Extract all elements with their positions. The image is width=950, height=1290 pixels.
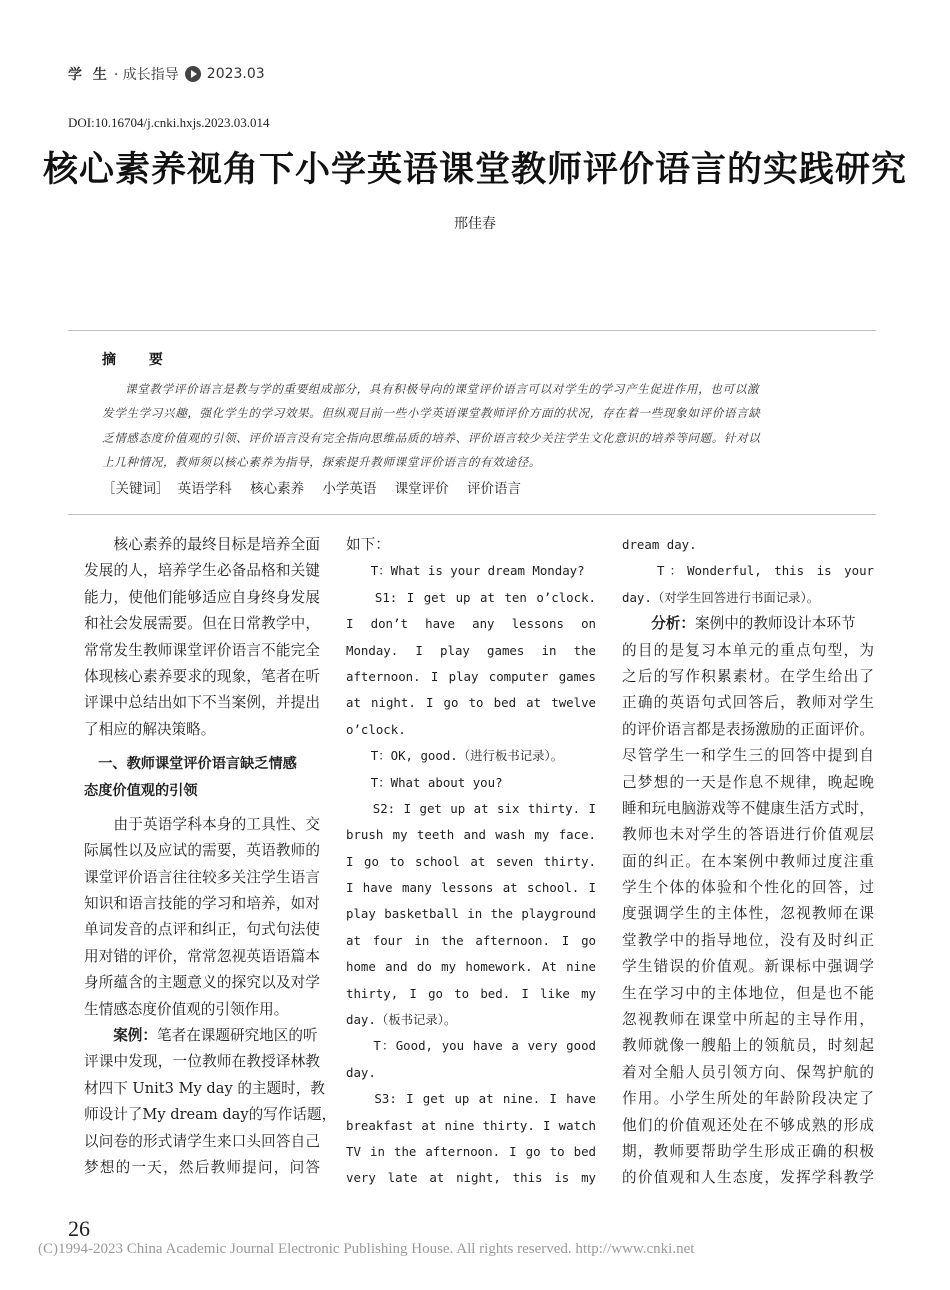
- text-line: 期，教师要帮助学生形成正确的积极: [622, 1142, 874, 1160]
- dialogue-line: day.（板书记录）。: [346, 1012, 457, 1028]
- dialogue-line: home and do my homework. At nine: [346, 959, 596, 975]
- keyword: 课堂评价: [394, 481, 449, 497]
- text-line: 和社会发展需要。但在日常教学中，: [84, 615, 320, 633]
- text-line: 他们的价值观还处在不够成熟的形成: [622, 1116, 874, 1134]
- column-2: [346, 532, 596, 1192]
- doi: DOI:10.16704/j.cnki.hxjs.2023.03.014: [68, 115, 270, 130]
- journal-issue: 2023.03: [206, 66, 265, 82]
- abstract-line: 课堂教学评价语言是教与学的重要组成部分，具有积极导向的课堂评价语言可以对学生的学习产生促进作用，也可以激: [125, 382, 760, 396]
- text-line: 学生个体的体验和个性化的回答，过: [622, 879, 874, 897]
- dialogue-line: S2: I get up at six thirty. I: [346, 800, 596, 816]
- abstract-heading: 摘 要: [102, 352, 177, 368]
- text-line: 着对全船人员引领方向、保驾护航的: [622, 1063, 874, 1081]
- keyword: 评价语言: [466, 481, 521, 497]
- text-line: 的价值观和人生态度，发挥学科教学: [622, 1169, 874, 1187]
- keyword: 英语学科: [177, 481, 232, 497]
- text-line: 师设计了My dream day的写作话题，: [84, 1106, 337, 1124]
- text-line: 体现核心素养要求的现象，笔者在听: [84, 667, 320, 685]
- column-3: [622, 532, 874, 1192]
- text-line: 如下：: [346, 536, 390, 553]
- text-line: 知识和语言技能的学习和培养，如对: [84, 895, 320, 913]
- text-line: 身所蕴含的主题意义的探究以及对学: [84, 974, 320, 992]
- text-line: 由于英语学科本身的工具性、交: [84, 815, 320, 833]
- top-divider: [68, 330, 876, 331]
- journal-section: · 成长指导: [113, 67, 179, 83]
- analysis-label: 分析：: [651, 615, 695, 633]
- text-line: 常常发生教师课堂评价语言不能完全: [84, 641, 320, 659]
- text-line: 评课中发现，一位教师在教授译林教: [84, 1053, 320, 1071]
- case-label: 案例：: [113, 1027, 157, 1045]
- dialogue-line: dream day.: [622, 537, 697, 552]
- abstract-divider: [68, 514, 876, 515]
- text-line: 以问卷的形式请学生来口头回答自己: [84, 1132, 320, 1150]
- play-triangle-icon: [185, 66, 201, 82]
- dialogue-line: I go to school at seven thirty.: [346, 853, 596, 869]
- keyword: 核心素养: [250, 481, 305, 497]
- dialogue-line: o’clock.: [346, 721, 406, 737]
- dialogue-line: Monday. I play games in the: [346, 642, 596, 658]
- dialogue-line: S1: I get up at ten o’clock.: [346, 589, 596, 605]
- journal-header: [68, 64, 265, 84]
- keyword: 小学英语: [322, 481, 377, 497]
- dialogue-line: T：OK, good.（进行板书记录）。: [346, 748, 564, 764]
- text-line: 尽管学生一和学生三的回答中提到自: [622, 747, 874, 765]
- dialogue-line: TV in the afternoon. I go to bed: [346, 1143, 596, 1159]
- abstract-body: [102, 377, 850, 475]
- section-heading: 态度价值观的引领: [84, 782, 198, 799]
- text-line: 度强调学生的主体性，忽视教师在课: [622, 905, 874, 923]
- text-line: 堂教学中的指导地位，没有及时纠正: [622, 931, 874, 949]
- text-line: 作用。小学生所处的年龄阶段决定了: [622, 1090, 874, 1108]
- dialogue-line: thirty, I go to bed. I like my: [346, 985, 596, 1001]
- text-line: 际属性以及应试的需要，英语教师的: [84, 842, 320, 860]
- text-line: 能力，使他们能够适应自身终身发展: [84, 588, 320, 606]
- text-line: 的评价语言都是表扬激励的正面评价。: [622, 720, 874, 738]
- keywords: [102, 477, 535, 497]
- article-author: 邢佳春: [454, 216, 496, 232]
- text-line: 睡和玩电脑游戏等不健康生活方式时，: [622, 799, 874, 817]
- text-line: 课堂评价语言往往较多关注学生语言: [84, 868, 320, 886]
- dialogue-line: at night. I go to bed at twelve: [346, 695, 596, 711]
- case-text: 笔者在课题研究地区的听: [157, 1027, 318, 1045]
- text-line: 生情感态度价值观的引领作用。: [84, 1000, 289, 1018]
- text-line: 的目的是复习本单元的重点句型，为: [622, 641, 874, 659]
- dialogue-line: T：What about you?: [346, 774, 503, 790]
- journal-brand: 学 生: [68, 67, 110, 83]
- text-line: 教师也未对学生的答语进行价值观层: [622, 826, 874, 844]
- abstract-line: 发学生学习兴趣，强化学生的学习效果。但纵观目前一些小学英语课堂教师评价方面的状况，存在着一些现象如评价语言缺: [102, 406, 761, 421]
- text-line: 己梦想的一天是作息不规律，晚起晚: [622, 773, 874, 791]
- text-line: 单词发音的点评和纠正，句式句法使: [84, 921, 320, 939]
- copyright-watermark: (C)1994-2023 China Academic Journal Electronic Publishing House. All rights reserved. http://www.cnki.net: [38, 1241, 695, 1257]
- text-line: [84, 1023, 320, 1049]
- dialogue-line: day.: [346, 1064, 376, 1080]
- text-line: 了相应的解决策略。: [84, 720, 216, 738]
- abstract-line: 乏情感态度价值观的引领、评价语言没有完全指向思维品质的培养、评价语言较少关注学生文化意识的培养等问题。针对以: [102, 430, 761, 445]
- text-line: 正确的英语句式回答后，教师对学生: [622, 694, 874, 712]
- text-line: 核心素养的最终目标是培养全面: [84, 536, 320, 553]
- analysis-text: 案例中的教师设计本环节: [695, 615, 856, 633]
- text-line: 面的纠正。在本案例中教师过度注重: [622, 852, 874, 870]
- dialogue-line: brush my teeth and wash my face.: [346, 827, 596, 843]
- dialogue-line: afternoon. I play computer games: [346, 668, 596, 684]
- section-heading: 一、教师课堂评价语言缺乏情感: [84, 756, 297, 773]
- dialogue-line: breakfast at nine thirty. I watch: [346, 1117, 596, 1133]
- dialogue-line: very late at night, this is my: [346, 1170, 596, 1186]
- dialogue-line: play basketball in the playground: [346, 906, 596, 922]
- dialogue-line: at four in the afternoon. I go: [346, 932, 596, 948]
- text-line: 学生错误的价值观。新课标中强调学: [622, 958, 874, 976]
- text-line: 梦想的一天，然后教师提问，问答: [84, 1158, 320, 1176]
- column-1: [84, 532, 337, 1181]
- page-number: 26: [68, 1216, 90, 1241]
- keywords-label: ［关键词］: [102, 481, 170, 497]
- dialogue-line: T：Good, you have a very good: [346, 1038, 596, 1054]
- text-line: 用对错的评价，常常忽视英语语篇本: [84, 947, 320, 965]
- dialogue-line: I don’t have any lessons on: [346, 616, 596, 632]
- text-line: 忽视教师在课堂中所起的主导作用，: [622, 1011, 874, 1029]
- text-line: 之后的写作积累素材。在学生给出了: [622, 667, 874, 685]
- text-line: [622, 611, 874, 637]
- text-line: 评课中总结出如下不当案例，并提出: [84, 694, 320, 712]
- dialogue-line: T：What is your dream Monday?: [346, 563, 585, 579]
- dialogue-line: S3: I get up at nine. I have: [346, 1091, 596, 1107]
- dialogue-line: day.（对学生回答进行书面记录）。: [622, 589, 820, 605]
- dialogue-line: T：Wonderful, this is your: [622, 563, 874, 579]
- article-title: 核心素养视角下小学英语课堂教师评价语言的实践研究: [42, 149, 907, 190]
- text-line: 发展的人，培养学生必备品格和关键: [84, 562, 320, 580]
- text-line: 材四下 Unit3 My day 的主题时，教: [84, 1079, 325, 1097]
- text-line: 生在学习中的主体地位，但是也不能: [622, 984, 874, 1002]
- dialogue-line: I have many lessons at school. I: [346, 880, 596, 896]
- text-line: 教师就像一艘船上的领航员，时刻起: [622, 1037, 874, 1055]
- abstract-line: 上几种情况，教师须以核心素养为指导，探索提升教师课堂评价语言的有效途径。: [102, 455, 541, 470]
